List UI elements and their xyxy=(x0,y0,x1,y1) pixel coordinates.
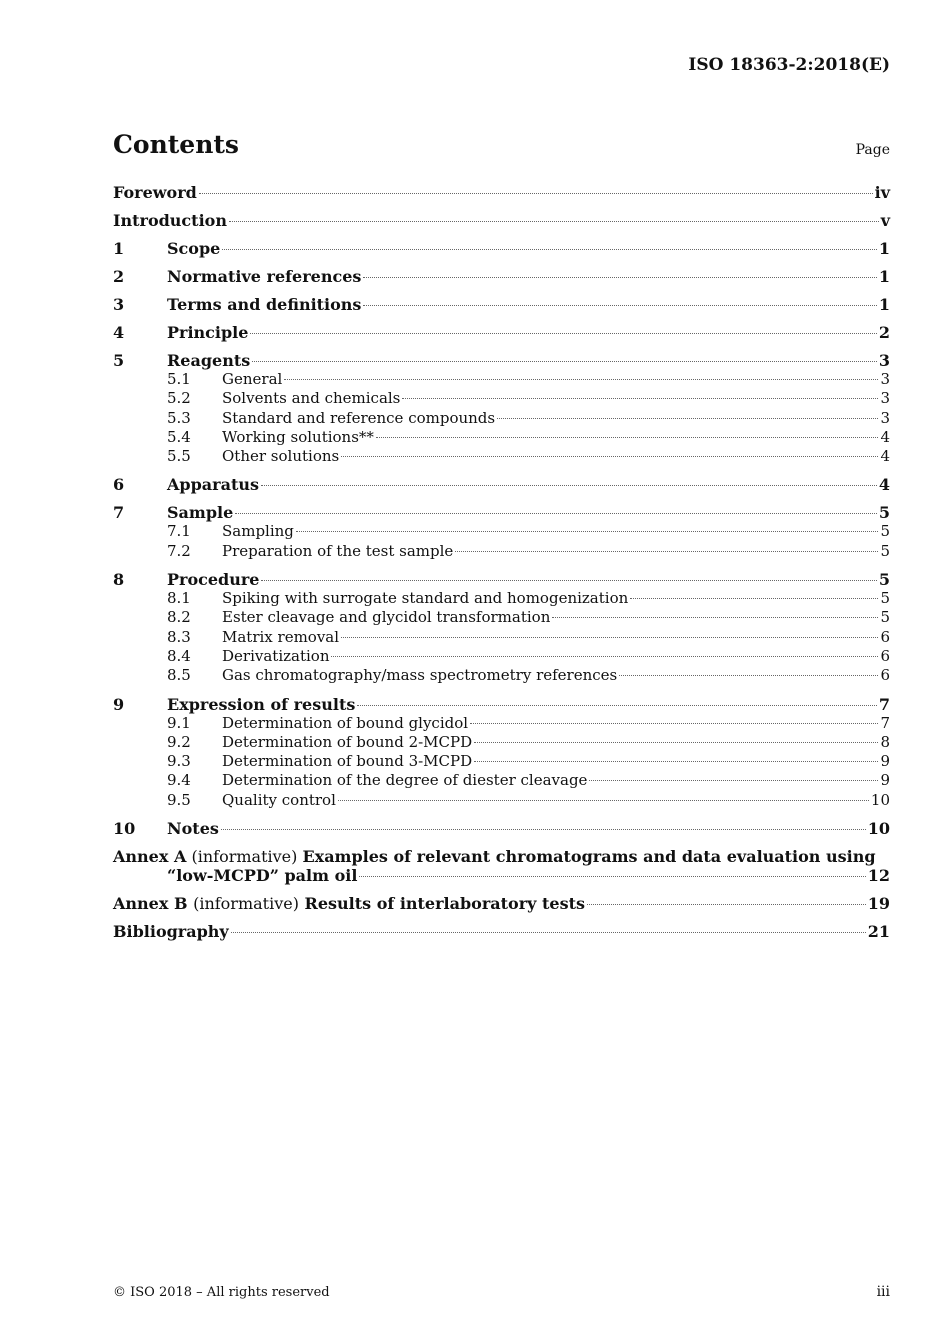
annex-type: (informative) xyxy=(191,847,298,867)
toc-subentry[interactable] xyxy=(113,733,890,752)
dot-leader xyxy=(231,932,866,933)
toc-entry-foreword[interactable] xyxy=(113,183,890,202)
toc-entry-label: Expression of results xyxy=(167,694,356,714)
toc-entry-number: 6 xyxy=(113,475,125,495)
toc-entry-number: 4 xyxy=(113,323,125,342)
toc-subentry[interactable] xyxy=(113,428,890,447)
toc-subentry-label: Gas chromatography/mass spectrometry references xyxy=(222,666,618,685)
toc-subentry[interactable] xyxy=(113,522,890,541)
toc-entry-number: 2 xyxy=(113,267,125,286)
dot-leader xyxy=(470,723,878,724)
toc-entry-label: Sample xyxy=(167,503,234,523)
toc-subentry[interactable] xyxy=(113,791,890,810)
dot-leader xyxy=(341,637,878,638)
toc-subentry-page: 10 xyxy=(870,790,890,809)
toc-subentry[interactable] xyxy=(113,542,890,561)
toc-entry-page: iv xyxy=(874,183,890,202)
dot-leader xyxy=(229,221,879,222)
toc-subentry-number: 9.4 xyxy=(167,771,191,790)
toc-entry-number: 9 xyxy=(113,694,125,714)
toc-entry-bibliography[interactable] xyxy=(113,922,890,941)
toc-subentry[interactable] xyxy=(113,666,890,685)
annex-type: (informative) xyxy=(193,894,299,914)
toc-subentry[interactable] xyxy=(113,409,890,428)
toc-subentry-page: 6 xyxy=(880,666,890,685)
toc-entry-label: Terms and definitions xyxy=(167,295,362,314)
toc-entry-notes[interactable] xyxy=(113,819,890,838)
toc-subentry-page: 3 xyxy=(880,370,890,388)
toc-subentry-label: Matrix removal xyxy=(222,627,340,646)
toc-subentry-page: 5 xyxy=(880,522,890,541)
annex-title-continued: “low-MCPD” palm oil xyxy=(167,866,358,886)
toc-subentry-number: 8.1 xyxy=(167,589,191,608)
toc-entry-scope[interactable] xyxy=(113,239,890,258)
annex-prefix: Annex A xyxy=(113,847,187,867)
dot-leader xyxy=(261,580,876,581)
dot-leader xyxy=(619,675,878,676)
toc-entry-number: 10 xyxy=(113,819,136,839)
toc-subentry-number: 7.2 xyxy=(167,541,191,560)
toc-entry-page: v xyxy=(880,211,890,230)
toc-subentry-number: 8.3 xyxy=(167,627,191,646)
toc-subentry-page: 6 xyxy=(880,646,890,665)
toc-subentry-number: 5.3 xyxy=(167,408,191,427)
toc-subentry-label: Determination of bound glycidol xyxy=(222,713,469,732)
toc-subentry-label: Working solutions** xyxy=(222,427,374,446)
toc-subentry-label: Determination of bound 3-MCPD xyxy=(222,752,473,771)
toc-entry-label: Apparatus xyxy=(167,475,259,495)
toc-subentry-number: 5.4 xyxy=(167,427,191,446)
toc-entry-number: 5 xyxy=(113,351,125,370)
toc-subentry[interactable] xyxy=(113,389,890,408)
dot-leader xyxy=(552,617,878,618)
dot-leader xyxy=(474,742,878,743)
toc-subentry-number: 9.1 xyxy=(167,713,191,732)
toc-subentry-page: 9 xyxy=(880,771,890,790)
toc-entry-expression-of-results[interactable] xyxy=(113,695,890,714)
dot-leader xyxy=(630,598,878,599)
toc-entry-page: 5 xyxy=(878,503,890,523)
toc-subentry[interactable] xyxy=(113,370,890,389)
dot-leader xyxy=(402,398,878,399)
toc-entry-sample[interactable] xyxy=(113,503,890,522)
toc-subentry-number: 5.5 xyxy=(167,447,191,466)
toc-subentry-label: Quality control xyxy=(222,790,336,809)
toc-subentry-number: 9.3 xyxy=(167,752,191,771)
toc-subentry-label: Solvents and chemicals xyxy=(222,389,401,408)
toc-entry-principle[interactable] xyxy=(113,323,890,342)
toc-entry-page: 3 xyxy=(878,351,890,370)
dot-leader xyxy=(363,305,876,306)
toc-entry-label: Bibliography xyxy=(113,922,229,942)
toc-subentry-label: Preparation of the test sample xyxy=(222,541,454,560)
toc-entry-number: 3 xyxy=(113,295,125,314)
toc-entry-label: Procedure xyxy=(167,570,260,590)
dot-leader xyxy=(341,456,878,457)
toc-entry-number: 1 xyxy=(113,239,125,258)
toc-subentry-page: 5 xyxy=(880,541,890,560)
dot-leader xyxy=(497,418,878,419)
toc-entry-label: Introduction xyxy=(113,211,227,230)
toc-entry-number: 7 xyxy=(113,503,125,523)
toc-subentry-label: Standard and reference compounds xyxy=(222,408,496,427)
toc-subentry[interactable] xyxy=(113,447,890,466)
toc-subentry-page: 5 xyxy=(880,608,890,627)
toc-subentry[interactable] xyxy=(113,771,890,790)
toc-subentry[interactable] xyxy=(113,608,890,627)
toc-entry-label: Scope xyxy=(167,239,221,258)
toc-entry-page: 7 xyxy=(878,694,890,714)
dot-leader xyxy=(252,361,877,362)
toc-entry-label: Normative references xyxy=(167,267,362,286)
toc-entry-page: 5 xyxy=(878,570,890,590)
toc-subentry[interactable] xyxy=(113,589,890,608)
toc-entry-page: 1 xyxy=(878,239,890,258)
toc-subentry[interactable] xyxy=(113,647,890,666)
toc-subentry-label: Determination of the degree of diester cleavage xyxy=(222,771,588,790)
toc-entry-label: Principle xyxy=(167,323,249,342)
toc-subentry-page: 8 xyxy=(880,732,890,751)
toc-subentry-label: Other solutions xyxy=(222,447,340,466)
toc-subentry[interactable] xyxy=(113,714,890,733)
dot-leader xyxy=(357,705,877,706)
page-title: Contents xyxy=(113,130,240,159)
toc-subentry-label: Ester cleavage and glycidol transformation xyxy=(222,608,551,627)
dot-leader xyxy=(331,656,878,657)
toc-entry-page: 21 xyxy=(867,922,890,942)
toc-entry-page: 1 xyxy=(878,295,890,314)
toc-entry-label: Notes xyxy=(167,819,219,839)
toc-entry-number: 8 xyxy=(113,570,125,590)
toc-entry-introduction[interactable] xyxy=(113,211,890,230)
annex-title: Results of interlaboratory tests xyxy=(304,894,585,914)
toc-subentry[interactable] xyxy=(113,628,890,647)
dot-leader xyxy=(235,513,877,514)
dot-leader xyxy=(199,193,873,194)
dot-leader xyxy=(376,437,879,438)
page-number: iii xyxy=(876,1284,890,1300)
toc-entry-procedure[interactable] xyxy=(113,570,890,589)
toc-entry-apparatus[interactable] xyxy=(113,475,890,494)
toc-entry-page: 19 xyxy=(867,894,890,914)
toc-subentry-page: 5 xyxy=(880,589,890,608)
dot-leader xyxy=(338,800,869,801)
toc-entry-annex-a[interactable] xyxy=(113,847,890,885)
toc-subentry[interactable] xyxy=(113,752,890,771)
toc-entry-label: Reagents xyxy=(167,351,251,370)
dot-leader xyxy=(589,780,878,781)
toc-subentry-number: 7.1 xyxy=(167,522,191,541)
dot-leader xyxy=(363,277,876,278)
dot-leader xyxy=(474,761,878,762)
toc-entry-page: 12 xyxy=(867,866,890,886)
toc-subentry-page: 4 xyxy=(880,427,890,446)
toc-subentry-page: 9 xyxy=(880,752,890,771)
toc-subentry-number: 5.1 xyxy=(167,370,191,388)
toc-subentry-number: 8.2 xyxy=(167,608,191,627)
document-id: ISO 18363-2:2018(E) xyxy=(688,55,890,75)
toc-subentry-number: 8.4 xyxy=(167,646,191,665)
toc-subentry-label: General xyxy=(222,370,283,388)
toc-subentry-page: 4 xyxy=(880,447,890,466)
toc-entry-page: 2 xyxy=(878,323,890,342)
dot-leader xyxy=(221,829,866,830)
toc-subentry-page: 3 xyxy=(880,408,890,427)
toc-entry-reagents[interactable] xyxy=(113,351,890,370)
toc-entry-label: Foreword xyxy=(113,183,197,202)
toc-subentry-page: 7 xyxy=(880,713,890,732)
dot-leader xyxy=(296,531,879,532)
toc-entry-annex-b[interactable] xyxy=(113,894,890,913)
toc-entry-page: 1 xyxy=(878,267,890,286)
toc-subentry-number: 9.2 xyxy=(167,732,191,751)
toc-subentry-label: Sampling xyxy=(222,522,294,541)
toc-subentry-page: 3 xyxy=(880,389,890,408)
dot-leader xyxy=(250,333,876,334)
toc-subentry-label: Spiking with surrogate standard and homogenization xyxy=(222,589,629,608)
annex-title: Examples of relevant chromatograms and data evaluation using xyxy=(302,847,876,867)
toc-entry-page: 10 xyxy=(867,819,890,839)
toc-entry-terms-definitions[interactable] xyxy=(113,295,890,314)
toc-entry-normative-references[interactable] xyxy=(113,267,890,286)
toc-subentry-number: 5.2 xyxy=(167,389,191,408)
dot-leader xyxy=(587,904,866,905)
toc-entry-page: 4 xyxy=(878,475,890,495)
dot-leader xyxy=(261,485,877,486)
table-of-contents xyxy=(113,183,890,941)
dot-leader xyxy=(284,379,878,380)
toc-subentry-page: 6 xyxy=(880,627,890,646)
dot-leader xyxy=(222,249,877,250)
toc-subentry-label: Derivatization xyxy=(222,646,330,665)
page-column-label: Page xyxy=(855,142,890,158)
toc-subentry-number: 8.5 xyxy=(167,666,191,685)
toc-subentry-label: Determination of bound 2-MCPD xyxy=(222,732,473,751)
copyright-notice: © ISO 2018 – All rights reserved xyxy=(113,1285,330,1300)
toc-subentry-number: 9.5 xyxy=(167,790,191,809)
annex-prefix: Annex B xyxy=(113,894,188,914)
dot-leader xyxy=(359,876,865,877)
dot-leader xyxy=(455,551,878,552)
